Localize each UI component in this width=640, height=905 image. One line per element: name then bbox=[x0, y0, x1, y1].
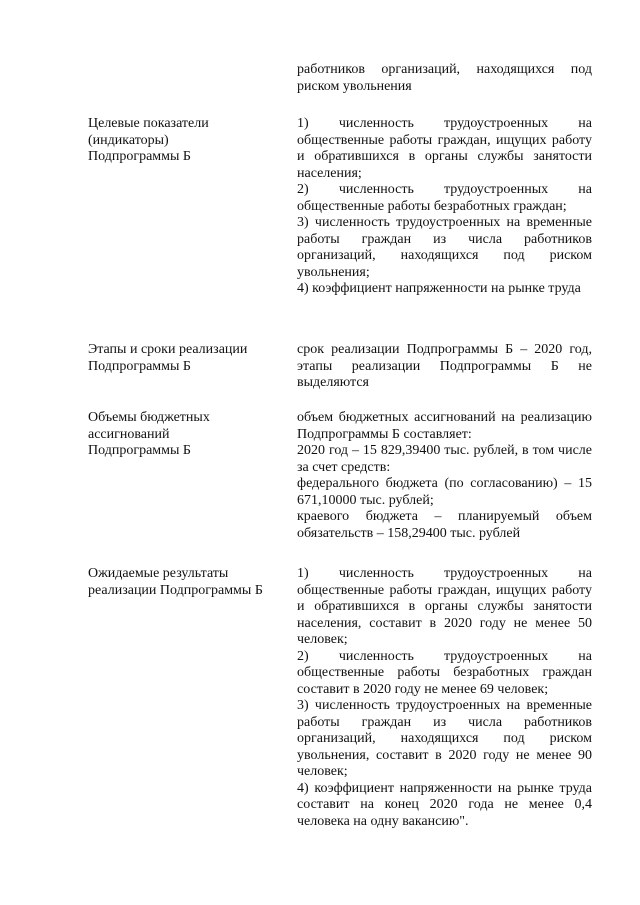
label-line: Этапы и сроки реализации bbox=[88, 342, 248, 357]
label-line: Подпрограммы Б bbox=[88, 358, 191, 374]
section-content bbox=[297, 566, 592, 830]
section-label bbox=[88, 566, 278, 599]
list-item: федерального бюджета (по согласованию) – 15 671,10000 тыс. рублей; bbox=[297, 476, 592, 508]
list-item: 4) коэффициент напряженности на рынке труда bbox=[297, 281, 581, 296]
label-line: реализации Подпрограммы Б bbox=[88, 582, 263, 598]
section-label bbox=[88, 342, 278, 375]
list-item: 2) численность трудоустроенных на общественные работы безработных граждан составит в 2020 году не менее 69 человек; bbox=[297, 648, 592, 697]
list-item: 1) численность трудоустроенных на общественные работы граждан, ищущих работу и обратившихся в органы службы занятости населения; bbox=[297, 116, 592, 181]
label-line: ассигнований bbox=[88, 426, 170, 442]
section-label bbox=[88, 410, 278, 460]
list-item: срок реализации Подпрограммы Б – 2020 год, этапы реализации Подпрограммы Б не выделяются bbox=[297, 342, 592, 390]
continuation-paragraph: работников организаций, находящихся под риском увольнения bbox=[297, 62, 592, 94]
continuation-text bbox=[297, 62, 592, 95]
label-line: Целевые показатели bbox=[88, 116, 209, 131]
list-item: 2) численность трудоустроенных на общественные работы безработных граждан; bbox=[297, 182, 592, 214]
section-content bbox=[297, 116, 592, 298]
label-line: Объемы бюджетных bbox=[88, 410, 210, 425]
label-line: (индикаторы) bbox=[88, 132, 169, 148]
list-item: 2020 год – 15 829,39400 тыс. рублей, в том числе за счет средств: bbox=[297, 443, 592, 475]
list-item: объем бюджетных ассигнований на реализацию Подпрограммы Б составляет: bbox=[297, 410, 592, 442]
list-item: 1) численность трудоустроенных на общественные работы граждан, ищущих работу и обратившихся в органы службы занятости населения, составит в 2020 году не менее 50 человек; bbox=[297, 566, 592, 647]
list-item: 4) коэффициент напряженности на рынке труда составит на конец 2020 года не менее 0,4 человека на одну вакансию". bbox=[297, 780, 592, 829]
list-item: краевого бюджета – планируемый объем обязательств – 158,29400 тыс. рублей bbox=[297, 509, 592, 541]
section-content bbox=[297, 410, 592, 542]
label-line: Подпрограммы Б bbox=[88, 149, 191, 164]
section-content bbox=[297, 342, 592, 392]
list-item: 3) численность трудоустроенных на временные работы граждан из числа работников организаций, находящихся под риском увольнения, составит в 2020 году не менее 90 человек; bbox=[297, 698, 592, 779]
label-line: Подпрограммы Б bbox=[88, 443, 191, 458]
label-line: Ожидаемые результаты bbox=[88, 566, 229, 581]
section-label bbox=[88, 116, 278, 166]
list-item: 3) численность трудоустроенных на временные работы граждан из числа работников организаций, находящихся под риском увольнения; bbox=[297, 215, 592, 280]
